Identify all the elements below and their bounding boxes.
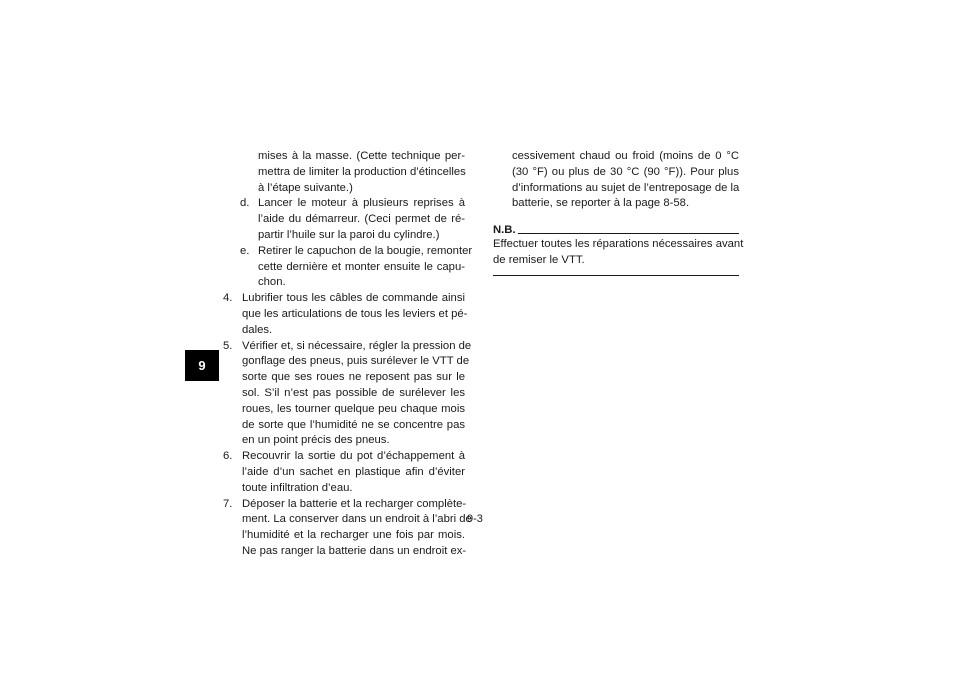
list-item-d xyxy=(223,196,465,212)
list-marker: 5. xyxy=(223,339,233,352)
list-item-5 xyxy=(223,339,472,355)
text-line: l’aide d’un sachet en plastique afin d’éviter xyxy=(242,465,465,478)
text-line: de sorte que l’humidité ne se concentre pas xyxy=(242,418,465,431)
text-line: gonflage des pneus, puis surélever le VTT de xyxy=(242,355,470,368)
text-line: cessivement chaud ou froid (moins de 0 °C xyxy=(512,150,739,162)
text-line: de remiser le VTT. xyxy=(493,253,585,266)
text-line: sol. S’il n’est pas possible de surélever les xyxy=(242,386,465,399)
text-line: Lancer le moteur à plusieurs reprises à xyxy=(258,197,465,210)
text-line: partir l’huile sur la paroi du cylindre.) xyxy=(258,228,440,241)
text-line: Ne pas ranger la batterie dans un endroit ex- xyxy=(242,544,467,557)
text-line: toute infiltration d’eau. xyxy=(242,481,353,494)
list-item-7 xyxy=(223,497,465,513)
text-line: Vérifier et, si nécessaire, régler la pression de xyxy=(242,339,472,352)
note-body xyxy=(493,237,744,276)
note-header xyxy=(493,221,739,237)
text-line: l’humidité et la recharger une fois par mois. xyxy=(242,529,465,542)
text-line: ment. La conserver dans un endroit à l’abri de xyxy=(242,513,472,526)
list-marker: 6. xyxy=(223,450,233,463)
left-column xyxy=(223,149,473,560)
list-marker: 7. xyxy=(223,497,233,510)
text-line: Effectuer toutes les réparations nécessaires avant xyxy=(493,238,744,251)
text-line: mettra de limiter la production d’étincelles xyxy=(258,165,466,178)
text-line: que les articulations de tous les leviers et pé- xyxy=(242,307,468,320)
text-line: batterie, se reporter à la page 8-58. xyxy=(512,197,690,210)
list-marker: e. xyxy=(240,244,250,257)
text-line: Recouvrir la sortie du pot d’échappement à xyxy=(242,450,465,463)
text-line: d’informations au sujet de l’entreposage de la xyxy=(512,181,740,194)
text-line: mises à la masse. (Cette technique per- xyxy=(258,150,465,162)
note-label: N.B. xyxy=(493,224,516,237)
list-marker: 4. xyxy=(223,292,233,305)
text-line: roues, les tourner quelque peu chaque mois xyxy=(242,402,465,415)
list-item-4 xyxy=(223,291,465,307)
right-column xyxy=(493,149,744,276)
page-number: 9-3 xyxy=(467,513,483,525)
text-line: l’aide du démarreur. (Ceci permet de ré- xyxy=(258,213,465,226)
note-box xyxy=(493,221,744,276)
list-item-6 xyxy=(223,449,465,465)
text-line: (30 °F) ou plus de 30 °C (90 °F)). Pour plus xyxy=(512,165,739,178)
text-line: en un point précis des pneus. xyxy=(242,434,390,447)
chapter-tab: 9 xyxy=(185,350,219,381)
text-line: Lubrifier tous les câbles de commande ainsi xyxy=(242,292,465,305)
text-line: Déposer la batterie et la recharger complète- xyxy=(242,497,467,510)
text-line: Retirer le capuchon de la bougie, remonter xyxy=(258,244,473,257)
text-line: dales. xyxy=(242,323,273,336)
text-line: cette dernière et monter ensuite le capu- xyxy=(258,260,465,273)
note-top-rule xyxy=(518,233,739,234)
list-marker: d. xyxy=(240,197,250,210)
text-line: sorte que ses roues ne reposent pas sur le xyxy=(242,371,465,384)
text-line: à l’étape suivante.) xyxy=(258,181,353,194)
text-line: chon. xyxy=(258,276,286,289)
list-item-e xyxy=(223,244,473,260)
